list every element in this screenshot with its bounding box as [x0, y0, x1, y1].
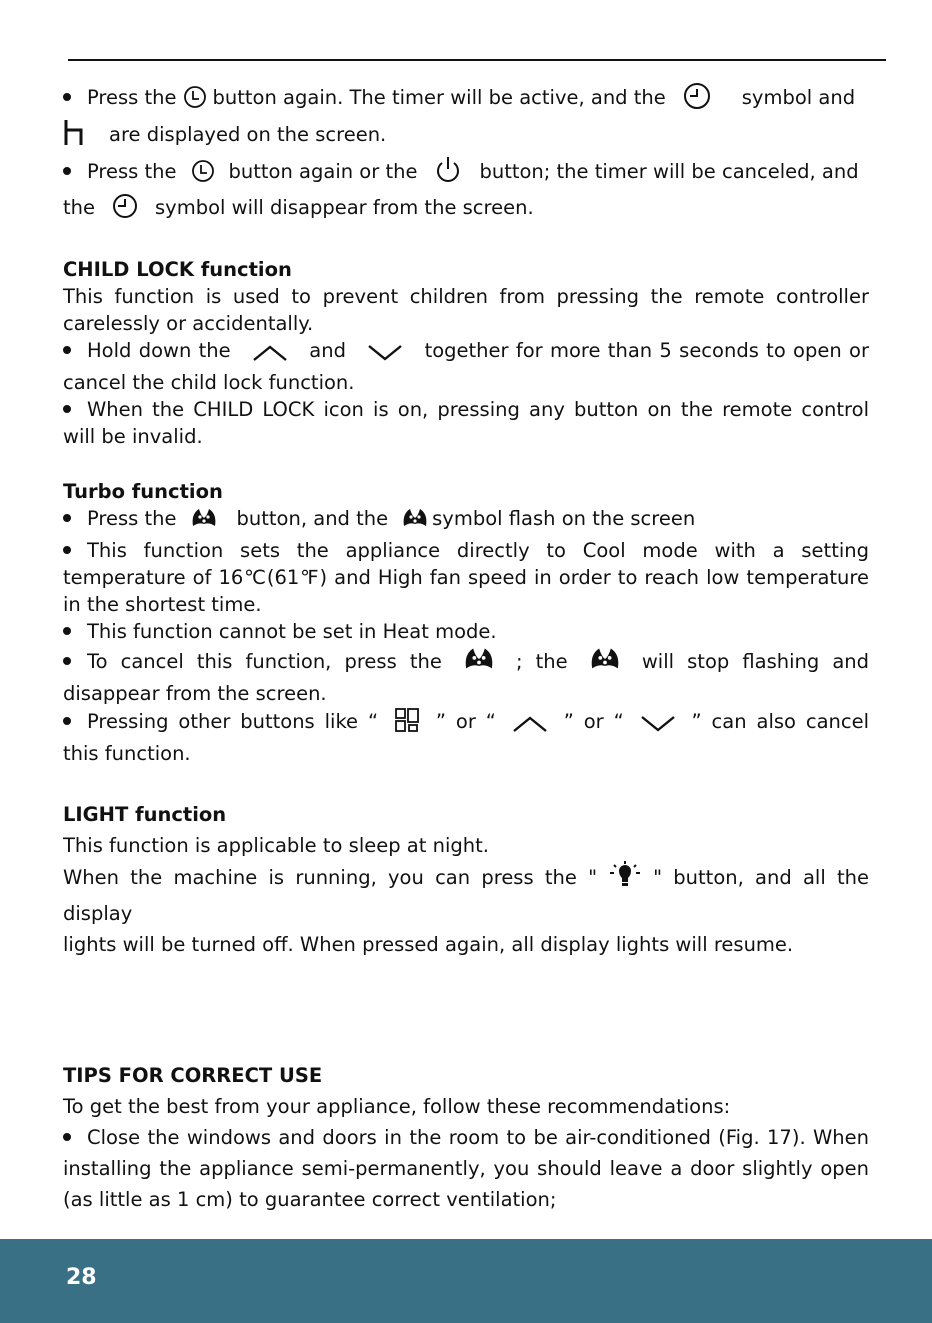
text: ” or “ — [435, 710, 496, 733]
child-lock-bullet-2 — [63, 396, 869, 423]
top-rule — [68, 59, 886, 61]
bullet — [63, 167, 71, 175]
text: symbol will disappear from the screen. — [155, 196, 534, 219]
text: together for more than 5 seconds to open or — [424, 339, 869, 362]
tips-line-1: To get the best from your appliance, follow these recommendations: — [63, 1095, 731, 1118]
power-icon — [435, 155, 461, 192]
timer-active-icon — [682, 83, 712, 118]
text: Close the windows and doors in the room to be air-conditioned (Fig. 17). When — [87, 1126, 869, 1149]
bullet — [63, 1133, 71, 1141]
text: When the CHILD LOCK icon is on, pressing any button on the remote control — [87, 398, 869, 421]
text: Hold down the — [87, 339, 231, 362]
text: This function cannot be set in Heat mode. — [87, 620, 497, 643]
text: " button, and all the display — [63, 866, 869, 925]
text: button; the timer will be canceled, and — [479, 160, 859, 183]
section-title-child-lock: CHILD LOCK function — [63, 258, 292, 281]
text: symbol and — [741, 86, 856, 109]
bullet — [63, 627, 71, 635]
turbo-fan-icon — [587, 645, 623, 680]
section-title-light: LIGHT function — [63, 803, 227, 826]
turbo-fan-icon — [461, 645, 497, 680]
tips-bullet-1-cont-2: (as little as 1 cm) to guarantee correct ventilation; — [63, 1188, 557, 1211]
page-number: 28 — [66, 1265, 97, 1290]
text: the — [63, 196, 96, 219]
bullet — [63, 93, 71, 101]
text: Pressing other buttons like “ — [87, 710, 379, 733]
timer-active-icon — [111, 193, 139, 228]
text: and — [309, 339, 346, 362]
text: Press the — [87, 86, 177, 109]
turbo-bullet-1 — [63, 505, 869, 537]
bullet — [63, 657, 71, 665]
spacer — [63, 960, 869, 1060]
turbo-bullet-4-cont: disappear from the screen. — [63, 682, 327, 705]
section-title-turbo: Turbo function — [63, 480, 223, 503]
clock-icon — [191, 159, 215, 192]
footer-bar — [0, 1239, 932, 1323]
bullet — [63, 405, 71, 413]
text: ” can also cancel — [691, 710, 870, 733]
text: When the machine is running, you can press the " — [63, 866, 598, 889]
child-lock-bullet-1 — [63, 337, 869, 369]
turbo-bullet-2-cont-2: in the shortest time. — [63, 593, 262, 616]
text: Press the — [87, 507, 177, 530]
text: symbol flash on the screen — [432, 507, 696, 530]
text: are displayed on the screen. — [109, 123, 387, 146]
turbo-fan-icon — [189, 506, 219, 537]
arrow-up-icon — [512, 713, 548, 740]
tips-bullet-1-cont-1: installing the appliance semi-permanently, you should leave a door slightly open — [63, 1157, 869, 1180]
child-lock-intro-2: carelessly or accidentally. — [63, 312, 314, 335]
mode-grid-icon — [394, 707, 420, 740]
tips-bullet-1 — [63, 1122, 869, 1153]
light-bulb-icon — [607, 861, 643, 898]
bullet — [63, 346, 71, 354]
arrow-down-icon — [367, 342, 403, 369]
text: To cancel this function, press the — [87, 650, 442, 673]
timer-line-1 — [63, 82, 869, 118]
turbo-bullet-2 — [63, 537, 869, 564]
clock-icon — [183, 85, 207, 118]
timer-line-3 — [63, 155, 869, 192]
text: ; the — [516, 650, 568, 673]
child-lock-bullet-2-cont: will be invalid. — [63, 425, 203, 448]
turbo-fan-icon — [400, 506, 430, 537]
text: button again. The timer will be active, and the — [212, 86, 666, 109]
light-line-3: lights will be turned off. When pressed again, all display lights will resume. — [63, 933, 794, 956]
text: button, and the — [236, 507, 389, 530]
hour-h-icon — [63, 118, 85, 155]
spacer — [63, 228, 869, 256]
arrow-up-icon — [252, 342, 288, 369]
turbo-bullet-5 — [63, 707, 869, 740]
bullet — [63, 546, 71, 554]
text: Press the — [87, 160, 177, 183]
child-lock-intro-1: This function is used to prevent children from pressing the remote controller — [63, 285, 869, 308]
timer-line-4 — [63, 192, 869, 228]
page-content — [63, 82, 869, 1215]
turbo-bullet-2-cont-1: temperature of 16℃(61℉) and High fan speed in order to reach low temperature — [63, 566, 869, 589]
bullet — [63, 717, 71, 725]
spacer — [63, 450, 869, 478]
light-line-1: This function is applicable to sleep at night. — [63, 834, 489, 857]
text: button again or the — [228, 160, 418, 183]
spacer — [63, 767, 869, 799]
text: This function sets the appliance directly to Cool mode with a setting — [87, 539, 869, 562]
text: ” or “ — [563, 710, 624, 733]
turbo-bullet-4 — [63, 645, 869, 680]
child-lock-bullet-1-cont: cancel the child lock function. — [63, 371, 355, 394]
text: will stop flashing and — [641, 650, 870, 673]
arrow-down-icon — [640, 713, 676, 740]
bullet — [63, 514, 71, 522]
timer-line-2 — [63, 118, 869, 155]
turbo-bullet-3 — [63, 618, 869, 645]
turbo-bullet-5-cont: this function. — [63, 742, 191, 765]
light-line-2 — [63, 861, 869, 929]
section-title-tips: TIPS FOR CORRECT USE — [63, 1064, 323, 1087]
